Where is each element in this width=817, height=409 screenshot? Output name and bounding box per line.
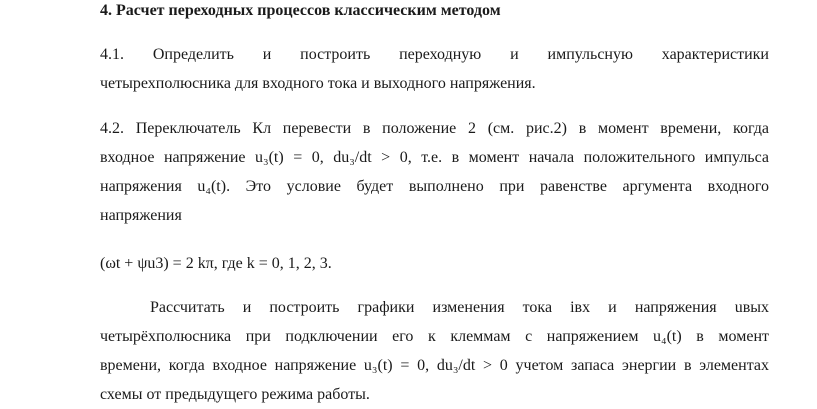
paragraph-4-1-line-2: четырехполюсника для входного тока и выходного напряжения. bbox=[100, 75, 536, 92]
paragraph-4-1-line-1: 4.1. Определить и построить переходную и импульсную характеристики bbox=[100, 46, 769, 63]
paragraph-4-1 bbox=[100, 40, 769, 98]
paragraph-4-2-line-2: входное напряжение u₃(t) = 0, du₃/dt > 0, т.е. в момент начала положительного импульса bbox=[100, 149, 769, 166]
paragraph-task-line-1: Рассчитать и построить графики изменения тока iвх и напряжения uвых bbox=[150, 299, 769, 316]
paragraph-task bbox=[100, 293, 769, 409]
paragraph-4-2-line-3: напряжения u₄(t). Это условие будет выполнено при равенстве аргумента входного bbox=[100, 178, 769, 195]
paragraph-4-2-line-1: 4.2. Переключатель Кл перевести в положение 2 (см. рис.2) в момент времени, когда bbox=[100, 120, 769, 137]
paragraph-task-line-3: времени, когда входное напряжение u₃(t) = 0, du₃/dt > 0 учетом запаса энергии в элементах bbox=[100, 357, 769, 374]
formula-line: (ωt + ψu3) = 2 kπ, где k = 0, 1, 2, 3. bbox=[100, 255, 332, 272]
paragraph-4-2 bbox=[100, 114, 769, 230]
paragraph-4-2-line-4: напряжения bbox=[100, 207, 182, 224]
paragraph-task-line-2: четырёхполюсника при подключении его к клеммам с напряжением u₄(t) в момент bbox=[100, 328, 769, 345]
paragraph-task-line-4: схемы от предыдущего режима работы. bbox=[100, 386, 370, 403]
formula bbox=[100, 249, 769, 278]
section-heading: 4. Расчет переходных процессов классическим методом bbox=[100, 2, 501, 19]
